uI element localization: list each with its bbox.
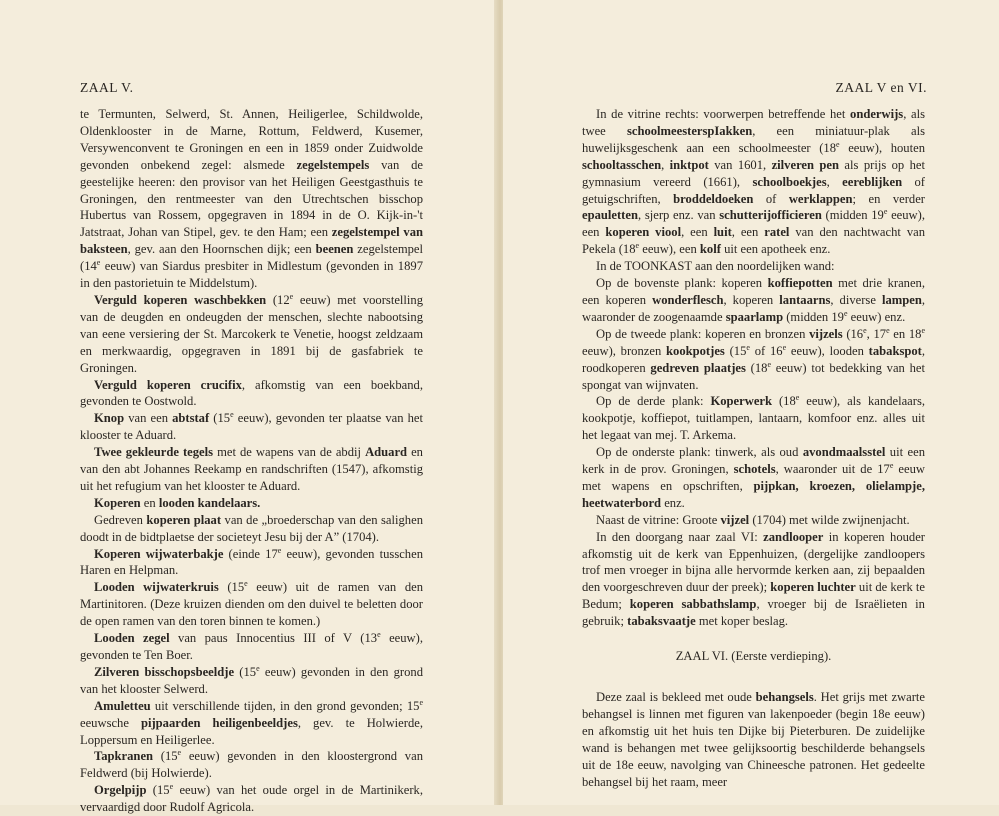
text-run: eeuw) met voorstelling van de deugden en ondeugden der menschen, slechte nabootsing van eene versiering der St. Marcokerk te Venetie, hoogst zeldzaam en merkwaardig, opgegraven in 1891 bij de gasfabriek te Groningen. <box>80 292 424 375</box>
text-run: eeuw) van Siardus presbiter in Midlestum (gevonden in 1897 in den pastorietuin te Middelstum). <box>80 259 423 291</box>
bold-term: epauletten <box>582 208 638 223</box>
right-page-top-section <box>582 106 925 630</box>
paragraph <box>80 292 423 377</box>
bold-term: abtstaf <box>172 411 210 426</box>
text-run: uit een apotheek enz. <box>720 242 831 257</box>
text-run: eeuw), bronzen <box>582 343 667 358</box>
text-run: , koperen <box>723 292 780 307</box>
text-run: uit verschillende tijden, in den grond gevonden; 15 <box>150 698 420 713</box>
bold-term: Verguld koperen waschbekken <box>94 292 267 307</box>
superscript: e <box>883 207 888 217</box>
text-run: en <box>140 495 159 510</box>
text-run: , waaronder uit de 17 <box>775 462 890 477</box>
bold-term: Looden wijwaterkruis <box>94 580 219 595</box>
text-run: (15 <box>146 783 170 798</box>
text-run: van 1601, <box>708 157 772 172</box>
superscript: e <box>169 782 174 792</box>
bold-term: koffiepotten <box>767 276 833 291</box>
bold-term: wonderflesch <box>652 292 724 307</box>
text-run: (16 <box>842 326 864 341</box>
text-run: zegelstempel (14 <box>80 242 424 274</box>
text-run: , afkomstig van een boekband, gevonden te Oostwold. <box>80 377 423 409</box>
paragraph <box>582 444 925 512</box>
text-run: eeuw) gevonden in den grond van het klooster Selwerd. <box>80 664 423 696</box>
text-run: (15 <box>218 580 245 595</box>
superscript: e <box>289 291 294 301</box>
text-run: eeuw), een <box>582 208 925 240</box>
text-run: (12 <box>266 292 290 307</box>
bold-term: avondmaalsstel <box>802 445 886 460</box>
text-run: van den nachtwacht van Pekela (18 <box>582 225 926 257</box>
text-run: eeuw), als kandelaars, kookpotje, koffiepot, tuitlampen, lantaarn, komfoor enz. alles uit het legaat van mej. T. Arkema. <box>582 394 926 443</box>
text-run: eeuw met wapens en opschriften, <box>582 462 925 493</box>
bold-term: koperen viool <box>605 225 682 240</box>
running-header-right: ZAAL V en VI. <box>835 80 927 95</box>
text-run: , diverse <box>830 292 882 307</box>
text-run: , gev. te Holwierde, Loppersum en Heiligerlee. <box>80 715 424 747</box>
paragraph <box>80 630 423 664</box>
superscript: e <box>635 241 640 251</box>
paragraph <box>582 258 925 275</box>
paragraph <box>582 326 925 394</box>
text-run: (15 <box>724 343 747 358</box>
text-run: , <box>826 174 843 189</box>
right-page <box>503 0 999 805</box>
text-run: , als twee <box>582 107 925 138</box>
running-header-left: ZAAL V. <box>80 80 134 95</box>
bold-term: schoolboekjes <box>752 174 827 189</box>
text-run: eeuw), gevonden te Ten Boer. <box>80 631 423 662</box>
superscript: e <box>96 257 101 267</box>
superscript: e <box>377 629 381 639</box>
bold-term: koperen sabbathslamp <box>629 597 757 612</box>
bold-term: schotels <box>733 462 776 477</box>
bold-term: schutterijofficieren <box>719 208 822 223</box>
bold-term: onderwijs <box>850 107 904 121</box>
bold-term: Looden zegel <box>94 631 170 646</box>
text-run: , 17 <box>866 326 887 341</box>
bold-term: spaarlamp <box>725 309 784 324</box>
bold-term: beenen <box>315 242 354 257</box>
bold-term: Tapkranen <box>94 749 154 764</box>
bold-term: vijzels <box>809 326 843 341</box>
text-run: van de geestelijke heeren: den provisor van het Heiligen Geestgasthuis te Groningen, den rentmeester van den Utrechtschen bisschop Hubertus van Rossem, opgegraven in 1894 in de O. Kijk-in-'t Jatstraat, Johan van Stipel, gev. te den Ham; een <box>80 157 423 240</box>
paragraph <box>80 106 423 292</box>
superscript: e <box>767 359 772 369</box>
superscript: e <box>230 410 234 420</box>
text-run: eeuw), looden <box>786 343 869 358</box>
text-run: , vroeger bij de Israëlieten in gebruik; <box>582 597 925 629</box>
text-run: , een <box>731 225 765 240</box>
right-page-body <box>582 106 925 790</box>
bold-term: Zilveren bisschopsbeeldje <box>94 664 235 679</box>
text-run: In de vitrine rechts: voorwerpen betreffende het <box>596 107 851 121</box>
text-run: Op de derde plank: <box>596 394 711 409</box>
text-run: met koper beslag. <box>695 614 789 629</box>
text-run: uit de kerk te Bedum; <box>582 580 925 612</box>
left-page <box>0 0 497 815</box>
text-run: als prijs op het gymnasium vereerd (1661), <box>582 157 926 189</box>
text-run: van de „broederschap van den salighen doodt in de bidtplaetse der societeyt Jesu bij der A” (1704). <box>80 512 423 544</box>
paragraph <box>582 275 925 326</box>
superscript: e <box>836 139 840 149</box>
bold-term: werklappen <box>788 191 853 206</box>
text-run: eeuw) uit de ramen van den Martinitoren. (Deze kruizen dienden om den duivel te beletten door de open ramen van den toren binnen te komen.) <box>80 580 424 629</box>
text-run: Gedreven <box>94 512 147 527</box>
paragraph <box>80 664 423 698</box>
bold-term: luit <box>713 225 732 240</box>
bold-term: Koperen wijwaterbakje <box>94 546 224 561</box>
superscript: e <box>886 325 890 335</box>
text-run: , een <box>681 225 714 240</box>
text-run: eeuw), houten <box>839 140 925 155</box>
superscript: e <box>782 342 787 352</box>
bold-term: eereblijken <box>842 174 903 189</box>
text-run: . Het grijs met zwarte behangsel is linnen met figuren van lakenpoeder (begin 18e eeuw) en afkomstig uit het huis ten Dijke bij Pieterburen. De zuidelijke wand is behangen met twee gelijksoortig beschilderde behangsels uit de 18e eeuw, navolging van Chineesche patronen. Het gedeelte behangsel bij het raam, meer <box>582 690 925 789</box>
text-run: , <box>661 157 670 172</box>
text-run: , roodkoperen <box>582 343 926 375</box>
paragraph <box>80 410 423 444</box>
bold-term: Knop <box>94 411 125 426</box>
text-run: (midden 19 <box>821 208 884 223</box>
text-run: , waaronder de zoogenaamde <box>582 292 926 324</box>
bold-term: inktpot <box>669 157 709 172</box>
paragraph <box>80 377 423 411</box>
text-run: , een miniatuur-plak als huwelijksgeschenk aan een schoolmeester (18 <box>582 123 925 155</box>
superscript: e <box>921 325 926 335</box>
bold-term: Twee gekleurde tegels <box>94 445 214 460</box>
paragraph <box>80 698 423 749</box>
text-run: of getuigschriften, <box>582 174 925 206</box>
text-run: eeuw) tot bedekking van het spongat van wijnvaten. <box>582 360 925 392</box>
text-run: met drie kranen, een koperen <box>582 276 926 307</box>
text-run: en van den abt Johannes Reekamp en randschriften (1547), afkomstig uit het refugium van het klooster te Aduard. <box>80 445 423 493</box>
text-run: In den doorgang naar zaal VI: <box>596 529 764 544</box>
text-run: Op de tweede plank: koperen en bronzen <box>596 326 810 341</box>
text-run: eeuwsche <box>80 715 141 730</box>
superscript: e <box>244 579 248 589</box>
text-run: eeuw), gevonden tusschen Haren en Helpman. <box>80 546 423 578</box>
text-run: (15 <box>234 664 257 679</box>
superscript: e <box>843 308 848 318</box>
text-run: Naast de vitrine: Groote <box>596 512 721 527</box>
paragraph <box>80 748 423 782</box>
bold-term: pijpkan, kroezen, olielampje, heetwaterbord <box>582 478 925 510</box>
paragraph <box>582 106 925 258</box>
text-run: , sjerp enz. van <box>637 208 720 223</box>
text-run: (einde 17 <box>223 546 278 561</box>
superscript: e <box>277 545 282 555</box>
bold-term: zandlooper <box>763 529 824 544</box>
bold-term: schoolmeesterspIakken <box>626 123 753 138</box>
bold-term: lantaarns <box>779 292 831 307</box>
text-run: enz. <box>661 495 685 510</box>
bold-term: Orgelpijp <box>94 783 147 798</box>
text-run: in koperen houder afkomstig uit de kerk van Eppenhuizen, (dergelijke zandloopers trof men vroeger in bijna alle hervormde kerken aan, zij bepaalden den voorgeschreven duur der preek); <box>582 529 925 595</box>
superscript: e <box>746 342 750 352</box>
bold-term: kookpotjes <box>666 343 725 358</box>
section-heading-zaal-vi: ZAAL VI. (Eerste verdieping). <box>675 649 832 664</box>
bold-term: Koperwerk <box>710 394 773 409</box>
text-run: eeuw) gevonden in den kloostergrond van Feldwerd (bij Holwierde). <box>80 749 423 781</box>
bold-term: kolf <box>699 242 721 257</box>
right-page-bottom-section <box>582 689 925 790</box>
superscript: e <box>863 325 867 335</box>
superscript: e <box>795 393 800 403</box>
bold-term: tabaksvaatje <box>627 614 696 629</box>
text-run: eeuw), gevonden ter plaatse van het klooster te Aduard. <box>80 411 423 443</box>
bold-term: behangsels <box>755 690 814 704</box>
superscript: e <box>256 663 260 673</box>
paragraph <box>582 689 925 790</box>
paragraph <box>582 529 925 630</box>
text-run: van een <box>124 411 173 426</box>
text-run: te Termunten, Selwerd, St. Annen, Heiligerlee, Schildwolde, Oldenklooster in de Marne, Rottum, Feldwerd, Kusemer, Versywenconvent te Groningen en een in 1859 onder Zuidwolde gevonden onbekend zegel: alsmede <box>80 107 423 172</box>
bold-term: zilveren pen <box>771 157 840 172</box>
text-run: met de wapens van de abdij <box>213 445 366 460</box>
text-run: van paus Innocentius III of V (13 <box>169 631 378 646</box>
text-run: eeuw) enz. <box>847 309 906 324</box>
paragraph <box>80 444 423 495</box>
text-run: In de TOONKAST aan den noordelijken wand: <box>596 259 835 274</box>
text-run: of 16 <box>749 343 783 358</box>
paragraph <box>80 579 423 630</box>
text-run: eeuw), een <box>639 242 700 257</box>
bold-term: zegelstempel van baksteen <box>80 225 423 257</box>
bold-term: Verguld koperen crucifix <box>94 377 242 392</box>
bold-term: Amuletteu <box>94 698 151 713</box>
superscript: e <box>889 460 894 470</box>
paragraph <box>582 512 925 529</box>
paragraph <box>80 782 423 816</box>
text-run: en 18 <box>889 326 922 341</box>
text-run: (midden 19 <box>783 309 844 324</box>
text-run: Op de onderste plank: tinwerk, als oud <box>596 445 803 460</box>
text-run: of <box>753 191 789 206</box>
bold-term: zegelstempels <box>296 157 370 172</box>
text-run: (15 <box>153 749 178 764</box>
bold-term: tabakspot <box>868 343 922 358</box>
bold-term: broddeldoeken <box>673 191 754 206</box>
bold-term: Aduard <box>365 445 408 460</box>
text-run: (18 <box>745 360 768 375</box>
bold-term: Koperen <box>94 495 141 510</box>
left-page-body <box>80 106 423 816</box>
bold-term: koperen plaat <box>146 512 222 527</box>
paragraph <box>80 512 423 546</box>
text-run: (1704) met wilde zwijnenjacht. <box>749 512 910 527</box>
text-run: Deze zaal is bekleed met oude <box>596 690 756 704</box>
superscript: e <box>177 748 182 758</box>
paragraph <box>80 495 423 512</box>
text-run: (18 <box>772 394 796 409</box>
text-run: (15 <box>209 411 231 426</box>
bold-term: schooltasschen <box>582 157 662 172</box>
text-run: uit een kerk in de prov. Groningen, <box>582 445 925 477</box>
superscript: e <box>419 697 423 707</box>
text-run: eeuw) van het oude orgel in de Martinikerk, vervaardigd door Rudolf Agricola. <box>80 783 423 815</box>
bold-term: looden kandelaars. <box>158 495 261 510</box>
bold-term: pijpaarden heiligenbeeldjes <box>140 715 298 730</box>
text-run: ; en verder <box>852 191 925 206</box>
paragraph <box>582 393 925 444</box>
bold-term: vijzel <box>720 512 750 527</box>
bold-term: lampen <box>881 292 922 307</box>
bold-term: koperen luchter <box>770 580 856 595</box>
bold-term: ratel <box>764 225 790 240</box>
bold-term: gedreven plaatjes <box>650 360 746 375</box>
text-run: Op de bovenste plank: koperen <box>596 276 768 291</box>
paragraph <box>80 546 423 580</box>
text-run: , gev. aan den Hoornschen dijk; een <box>127 242 316 257</box>
